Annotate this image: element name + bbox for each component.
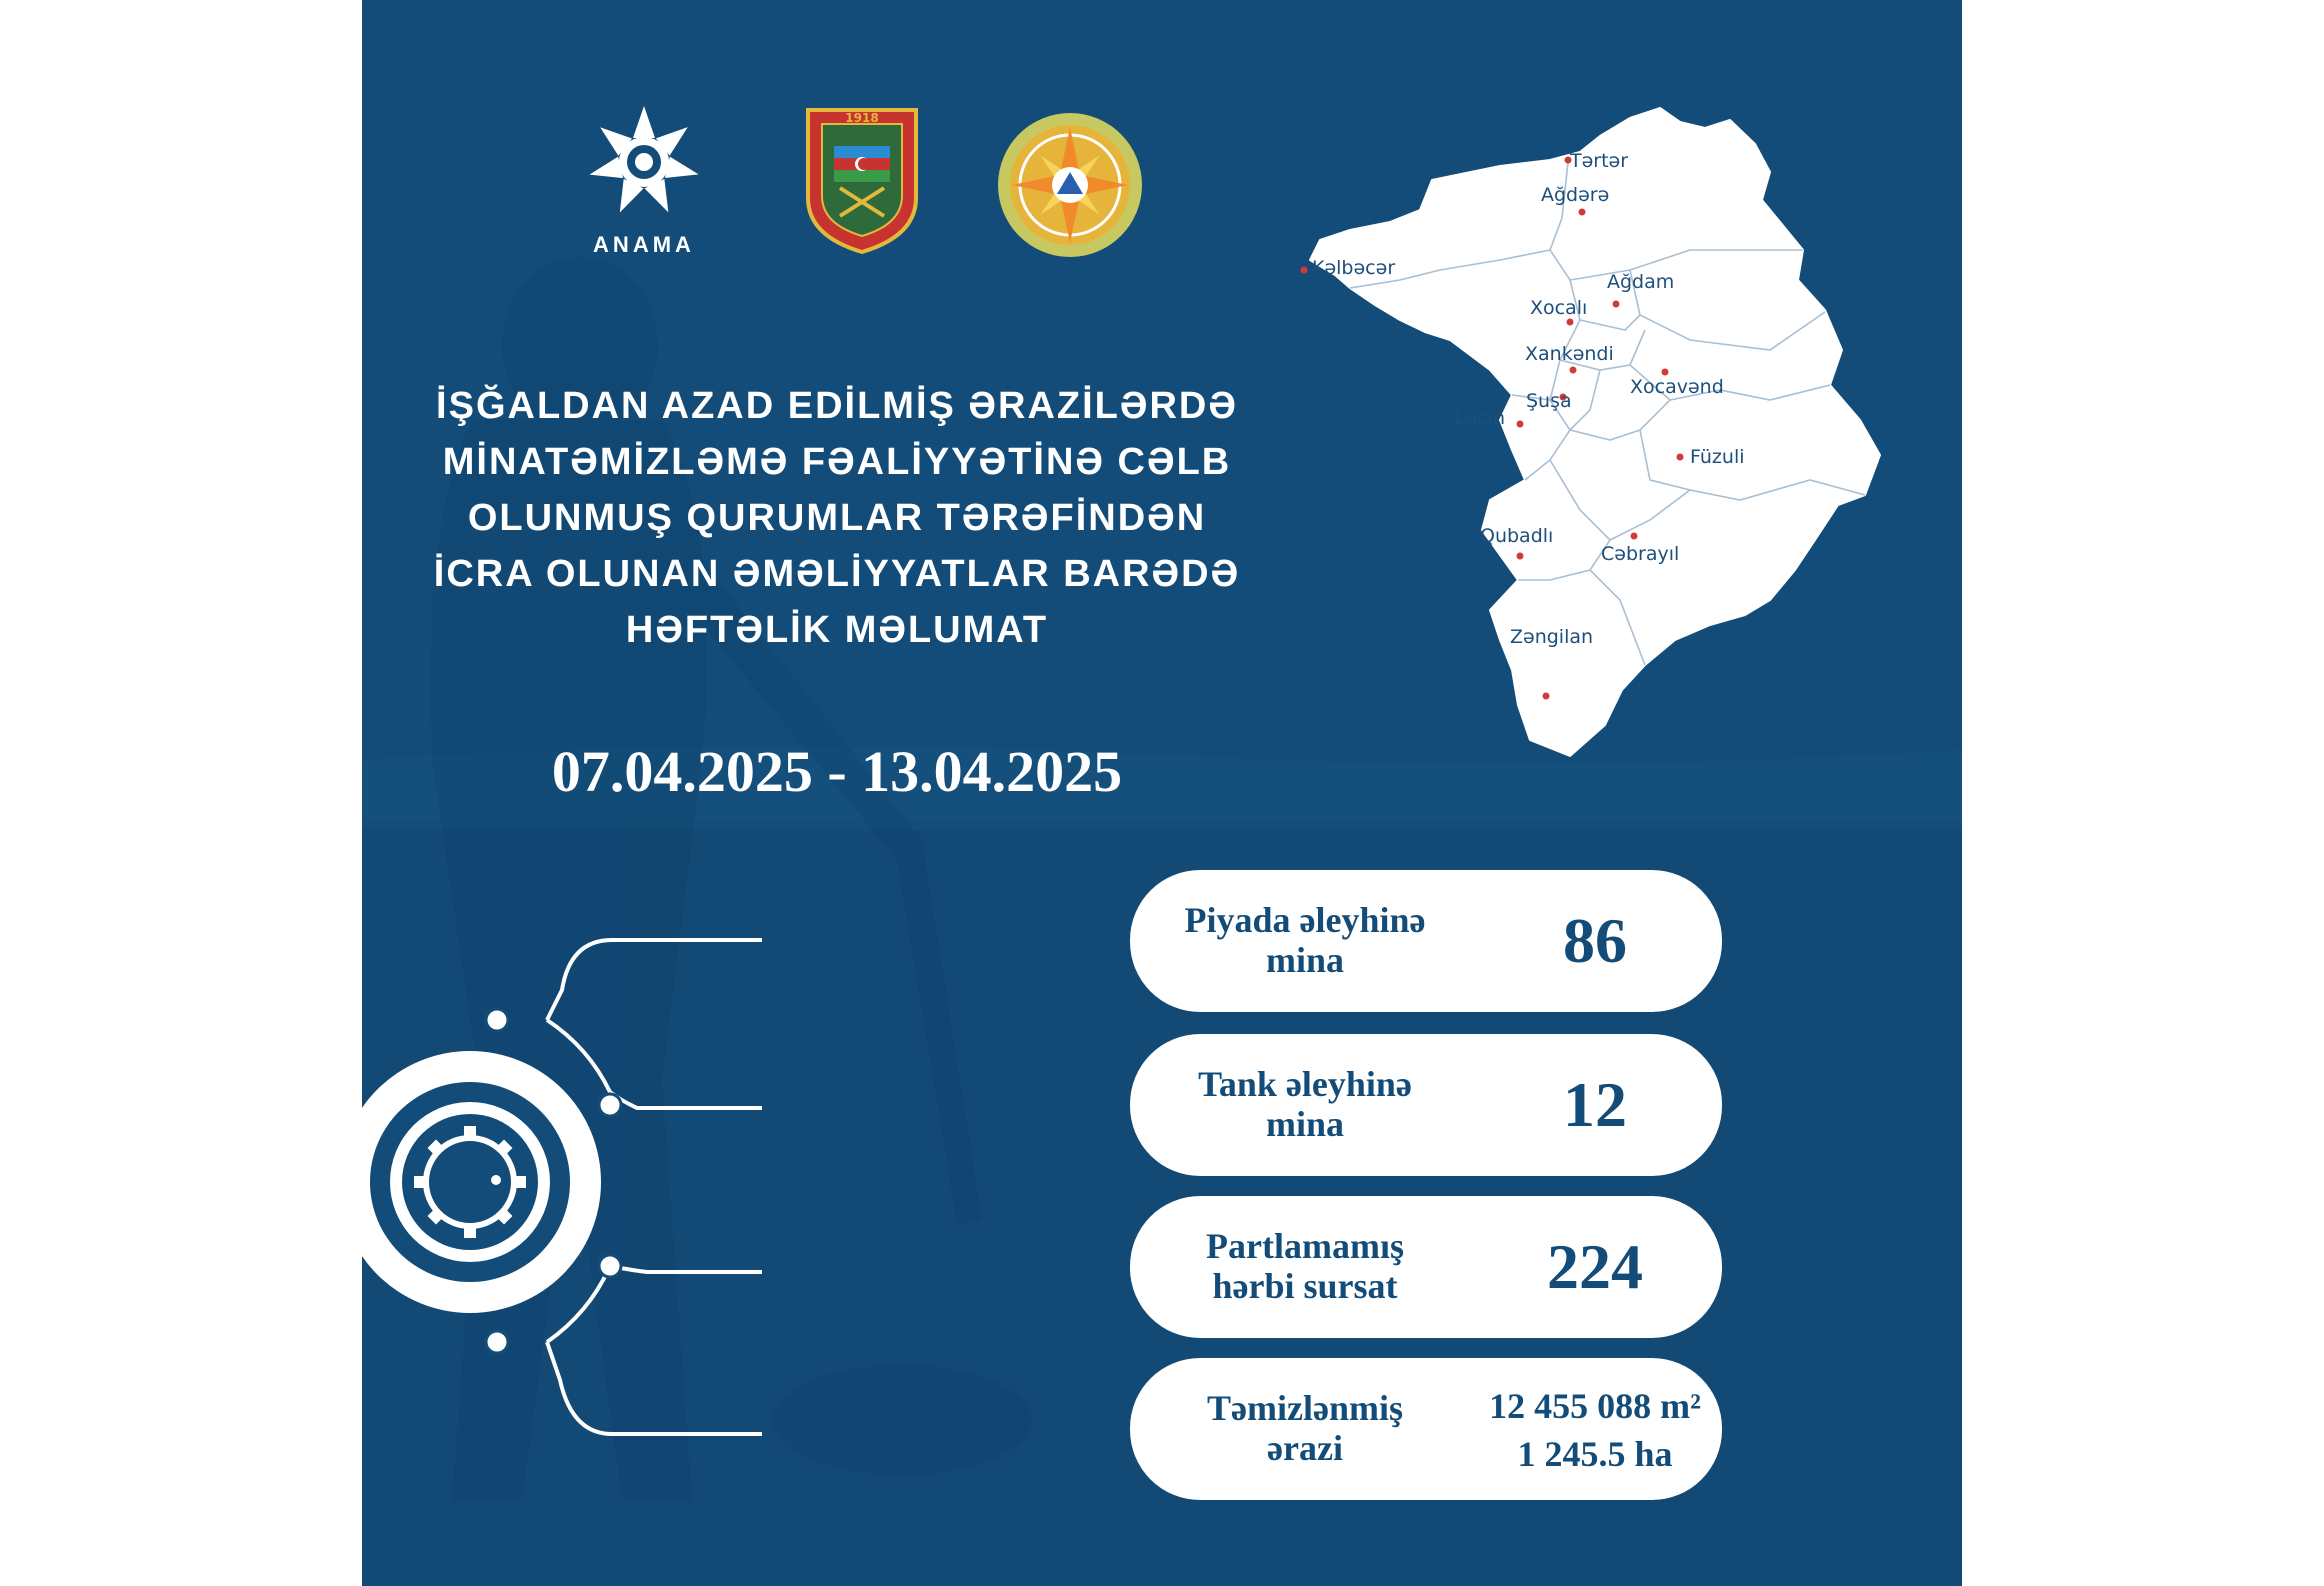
mes-emblem	[995, 110, 1145, 260]
target-icon	[362, 1051, 601, 1313]
map-label-xocali: Xocalı	[1530, 297, 1588, 319]
headline-line: İCRA OLUNAN ƏMƏLİYYATLAR BARƏDƏ	[433, 553, 1241, 595]
headline-line: OLUNMUŞ QURUMLAR TƏRƏFİNDƏN	[467, 497, 1207, 539]
stat-card-cleared-area	[1130, 1358, 1722, 1500]
anama-logo-text: ANAMA	[593, 232, 695, 257]
map-label-susa: Şuşa	[1526, 390, 1572, 412]
headline-line: MİNATƏMİZLƏMƏ FƏALİYYƏTİNƏ CƏLB	[442, 441, 1232, 483]
stat-value-line: 12 455 088 m²	[1489, 1386, 1701, 1426]
map-label-xankendi: Xankəndi	[1525, 343, 1614, 365]
stat-label-line: Tank əleyhinə	[1198, 1064, 1412, 1104]
anama-logo	[574, 100, 714, 265]
map-label-kelbecer: Kəlbəcər	[1312, 257, 1396, 279]
stat-value: 86	[1563, 905, 1627, 976]
stat-label	[1140, 1064, 1470, 1144]
map-label-agdam: Ağdam	[1607, 271, 1675, 293]
stat-card-antitank	[1130, 1034, 1722, 1176]
map-label-qubadli: Qubadlı	[1480, 525, 1554, 547]
map-label-cebrayil: Cəbrayıl	[1601, 543, 1680, 565]
stat-value	[1470, 1382, 1720, 1478]
mod-year-text: 1918	[845, 111, 879, 125]
map-label-zengilan: Zəngilan	[1510, 626, 1594, 648]
stat-label-line: hərbi sursat	[1212, 1266, 1398, 1306]
headline	[402, 378, 1272, 658]
map-label-lacin: Laçın	[1455, 407, 1505, 429]
connector-graphic	[362, 860, 1262, 1520]
stat-label-line: Partlamamış	[1206, 1226, 1404, 1266]
map-label-terter: Tərtər	[1570, 150, 1629, 172]
headline-line: HƏFTƏLİK MƏLUMAT	[625, 609, 1049, 651]
stat-value-line: 1 245.5 ha	[1517, 1434, 1673, 1474]
infographic-panel	[362, 0, 1962, 1586]
mes-compass-emblem-icon	[995, 110, 1145, 260]
stat-label	[1140, 1388, 1470, 1468]
stat-label-line: ərazi	[1267, 1428, 1343, 1468]
stat-label-line: mina	[1265, 1104, 1344, 1144]
stat-label	[1140, 900, 1470, 980]
stat-label-line: Piyada əleyhinə	[1184, 900, 1426, 940]
mod-emblem	[804, 106, 920, 256]
map-label-fuzuli: Füzuli	[1690, 446, 1745, 468]
district-map	[1250, 100, 1890, 760]
stat-value: 12	[1563, 1069, 1627, 1140]
stat-card-antipersonnel	[1130, 870, 1722, 1012]
date-range: 07.04.2025 - 13.04.2025	[551, 739, 1123, 804]
map-label-xocavend: Xocavənd	[1630, 376, 1724, 398]
map-label-agdere: Ağdərə	[1541, 184, 1610, 206]
stat-label	[1140, 1226, 1470, 1306]
stat-value: 224	[1547, 1231, 1643, 1302]
stat-card-uxo	[1130, 1196, 1722, 1338]
mod-shield-emblem-icon	[804, 106, 920, 256]
headline-line: İŞĞALDAN AZAD EDİLMİŞ ƏRAZİLƏRDƏ	[436, 385, 1238, 427]
stat-label-line: Təmizlənmiş	[1207, 1388, 1403, 1428]
stat-label-line: mina	[1265, 940, 1344, 980]
anama-star-icon	[574, 100, 714, 225]
